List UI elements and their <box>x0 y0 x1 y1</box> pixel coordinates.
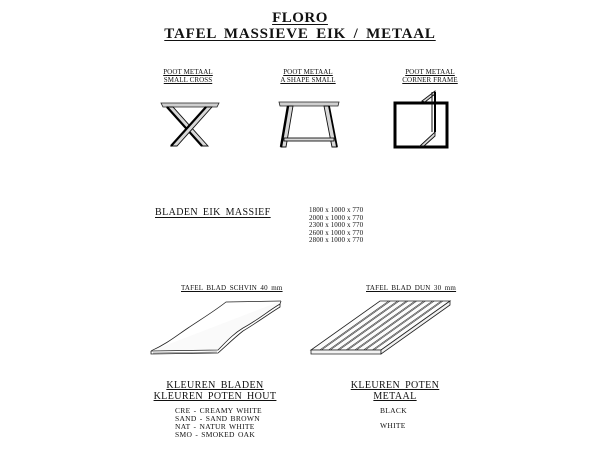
a-shape-leg-icon <box>278 100 340 150</box>
dimension-item: 2600 x 1000 x 770 <box>309 228 364 237</box>
dimension-item: 1800 x 1000 x 770 <box>309 206 364 214</box>
dimension-list <box>309 207 363 245</box>
product-subtitle <box>0 26 600 43</box>
wood-colors-title-line1: KLEUREN BLADEN <box>166 380 264 391</box>
x-leg-icon <box>160 100 220 150</box>
leg-label-a-shape <box>268 68 348 84</box>
blade-label-live-edge: TAFEL BLAD SCHVIN 40 mm <box>181 284 283 292</box>
live-edge-top-icon <box>148 298 288 358</box>
product-subtitle-text: TAFEL MASSIEVE EIK / METAAL <box>164 26 436 42</box>
wood-color-item: SMO - SMOKED OAK <box>175 430 256 439</box>
tops-section-title: BLADEN EIK MASSIEF <box>155 207 271 218</box>
wood-color-item: SAND - SAND BROWN <box>175 414 260 423</box>
metal-colors-title <box>345 380 445 402</box>
dimension-item: 2000 x 1000 x 770 <box>309 213 364 222</box>
straight-plank-top-icon <box>308 298 458 358</box>
leg-label-line2: A SHAPE SMALL <box>280 76 336 84</box>
corner-frame-leg-icon <box>392 88 452 150</box>
dimension-item: 2800 x 1000 x 770 <box>309 236 364 245</box>
leg-label-small-cross <box>148 68 228 84</box>
metal-colors-title-line1: KLEUREN POTEN <box>350 380 440 391</box>
wood-color-list <box>175 407 262 439</box>
wood-colors-title <box>150 380 280 402</box>
leg-label-corner-frame <box>385 68 475 84</box>
metal-color-white: WHITE <box>380 421 406 430</box>
brand-title <box>0 10 600 27</box>
leg-label-line1: POOT METAAL <box>163 68 213 76</box>
wood-color-item: CRE - CREAMY WHITE <box>175 406 262 415</box>
leg-label-line2: CORNER FRAME <box>402 76 458 84</box>
metal-color-black: BLACK <box>380 406 407 415</box>
wood-color-item: NAT - NATUR WHITE <box>175 422 255 431</box>
blade-label-straight: TAFEL BLAD DUN 30 mm <box>366 284 457 292</box>
wood-colors-title-line2: KLEUREN POTEN HOUT <box>153 391 277 402</box>
leg-label-line1: POOT METAAL <box>405 68 455 76</box>
leg-label-line2: SMALL CROSS <box>163 76 213 84</box>
leg-label-line1: POOT METAAL <box>283 68 333 76</box>
metal-colors-title-line2: METAAL <box>373 391 417 402</box>
brand-title-text: FLORO <box>272 10 328 26</box>
dimension-item: 2300 x 1000 x 770 <box>309 221 364 230</box>
